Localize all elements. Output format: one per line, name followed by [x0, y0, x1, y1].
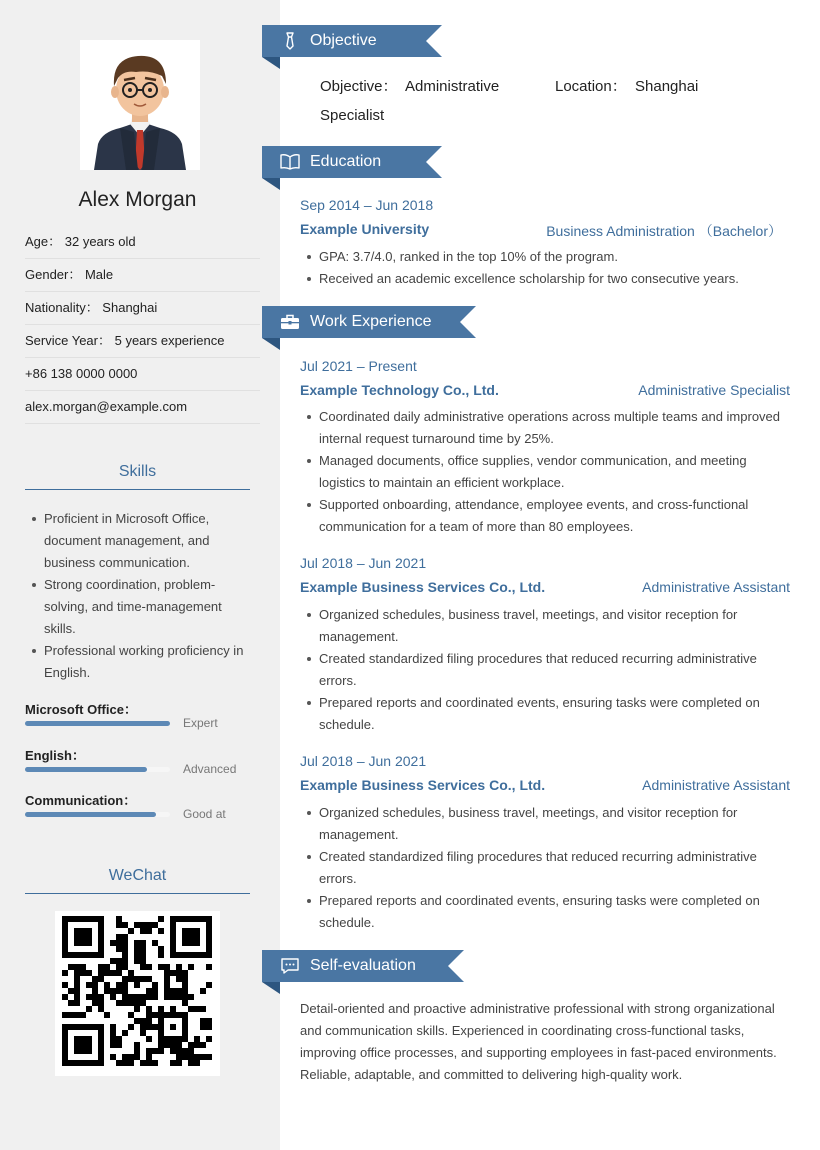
list-item: Received an academic excellence scholarship for two consecutive years. — [306, 268, 792, 290]
self-evaluation-text: Detail-oriented and proactive administrative professional with strong organizational and communication skills. Experienced in coordinating cross-functional tasks, improving office processes, and supporting employees in fast-paced environments. Reliable, adaptable, and committed to delivering high-quality work. — [300, 1001, 777, 1082]
qr-code-icon — [62, 916, 212, 1066]
list-item: Supported onboarding, attendance, employee events, and cross-functional communication for a team of more than 80 employees. — [306, 494, 792, 538]
skill-meter-communication — [25, 790, 265, 830]
list-item: Proficient in Microsoft Office, document management, and business communication. — [30, 508, 255, 574]
skills-list — [30, 508, 255, 684]
tie-icon — [280, 32, 300, 50]
education-bullets — [306, 246, 792, 290]
list-item: Created standardized filing procedures that reduced recurring administrative errors. — [306, 648, 792, 692]
section-title: Education — [262, 146, 424, 178]
skill-bar-fill — [25, 767, 147, 772]
job-role: Administrative Specialist — [638, 382, 790, 398]
list-item: Organized schedules, business travel, meetings, and visitor reception for management. — [306, 802, 792, 846]
section-title: Objective — [262, 25, 424, 57]
job-company: Example Technology Co., Ltd. — [300, 382, 499, 398]
info-service-year: Service Year： 5 years experience — [25, 325, 260, 358]
skill-level: Advanced — [183, 762, 237, 776]
job-date: Jul 2018 – Jun 2021 — [300, 555, 427, 571]
ribbon-tail — [424, 146, 442, 178]
education-degree: Business Administration （Bachelor） — [546, 223, 782, 239]
location-label: Location： — [555, 78, 627, 95]
ribbon-tail — [424, 25, 442, 57]
info-gender: Gender： Male — [25, 259, 260, 292]
list-item: Professional working proficiency in English. — [30, 640, 255, 684]
info-phone: +86 138 0000 0000 — [25, 358, 260, 391]
wechat-title: WeChat — [25, 867, 250, 894]
chat-icon — [280, 957, 300, 975]
job-bullets — [306, 406, 792, 538]
sidebar — [0, 0, 280, 1150]
objective-value: Administrative — [405, 78, 500, 95]
ribbon-fold — [262, 982, 280, 994]
info-email: alex.morgan@example.com — [25, 391, 260, 424]
skill-bar-track — [25, 812, 170, 817]
job-role: Administrative Assistant — [642, 777, 790, 793]
job-bullets — [306, 802, 792, 934]
skill-label: Communication： — [25, 793, 137, 808]
skill-bar-track — [25, 767, 170, 772]
list-item: Organized schedules, business travel, meetings, and visitor reception for management. — [306, 604, 792, 648]
skill-level: Good at — [183, 807, 226, 821]
list-item: Coordinated daily administrative operations across multiple teams and improved internal request turnaround time by 25%. — [306, 406, 792, 450]
skill-meter-office — [25, 699, 265, 739]
skill-bar-fill — [25, 812, 156, 817]
list-item: Strong coordination, problem-solving, and time-management skills. — [30, 574, 255, 640]
objective-label: Objective： — [320, 78, 398, 95]
section-title: Work Experience — [262, 306, 458, 338]
avatar — [80, 40, 200, 170]
job-company: Example Business Services Co., Ltd. — [300, 777, 546, 793]
info-age: Age： 32 years old — [25, 226, 260, 259]
job-company: Example Business Services Co., Ltd. — [300, 579, 546, 595]
ribbon-tail — [458, 306, 476, 338]
education-school: Example University — [300, 221, 430, 237]
briefcase-icon — [280, 313, 300, 331]
info-nationality: Nationality： Shanghai — [25, 292, 260, 325]
list-item: Prepared reports and coordinated events, ensuring tasks were completed on schedule. — [306, 692, 792, 736]
job-role: Administrative Assistant — [642, 579, 790, 595]
ribbon-fold — [262, 338, 280, 350]
skill-bar-fill — [25, 721, 170, 726]
skill-label: Microsoft Office： — [25, 702, 137, 717]
skill-meter-english — [25, 745, 265, 785]
ribbon-tail — [446, 950, 464, 982]
list-item: GPA: 3.7/4.0, ranked in the top 10% of the program. — [306, 246, 792, 268]
skill-level: Expert — [183, 716, 218, 730]
list-item: Created standardized filing procedures that reduced recurring administrative errors. — [306, 846, 792, 890]
profile-name: Alex Morgan — [78, 188, 197, 211]
objective-value-cont: Specialist — [320, 107, 385, 124]
objective-row — [320, 72, 398, 101]
skill-bar-track — [25, 721, 170, 726]
education-date: Sep 2014 – Jun 2018 — [300, 197, 434, 213]
location-value: Shanghai — [635, 78, 699, 95]
ribbon-fold — [262, 178, 280, 190]
list-item: Prepared reports and coordinated events, ensuring tasks were completed on schedule. — [306, 890, 792, 934]
job-date: Jul 2021 – Present — [300, 358, 417, 374]
job-date: Jul 2018 – Jun 2021 — [300, 753, 427, 769]
job-bullets — [306, 604, 792, 736]
personal-info-list — [25, 226, 260, 424]
section-title: Self-evaluation — [262, 950, 446, 982]
skills-title: Skills — [25, 463, 250, 490]
skill-label: English： — [25, 748, 85, 763]
ribbon-fold — [262, 57, 280, 69]
book-icon — [280, 153, 300, 171]
list-item: Managed documents, office supplies, vendor communication, and meeting logistics to maintain an efficient workplace. — [306, 450, 792, 494]
wechat-qr-code — [55, 911, 220, 1076]
